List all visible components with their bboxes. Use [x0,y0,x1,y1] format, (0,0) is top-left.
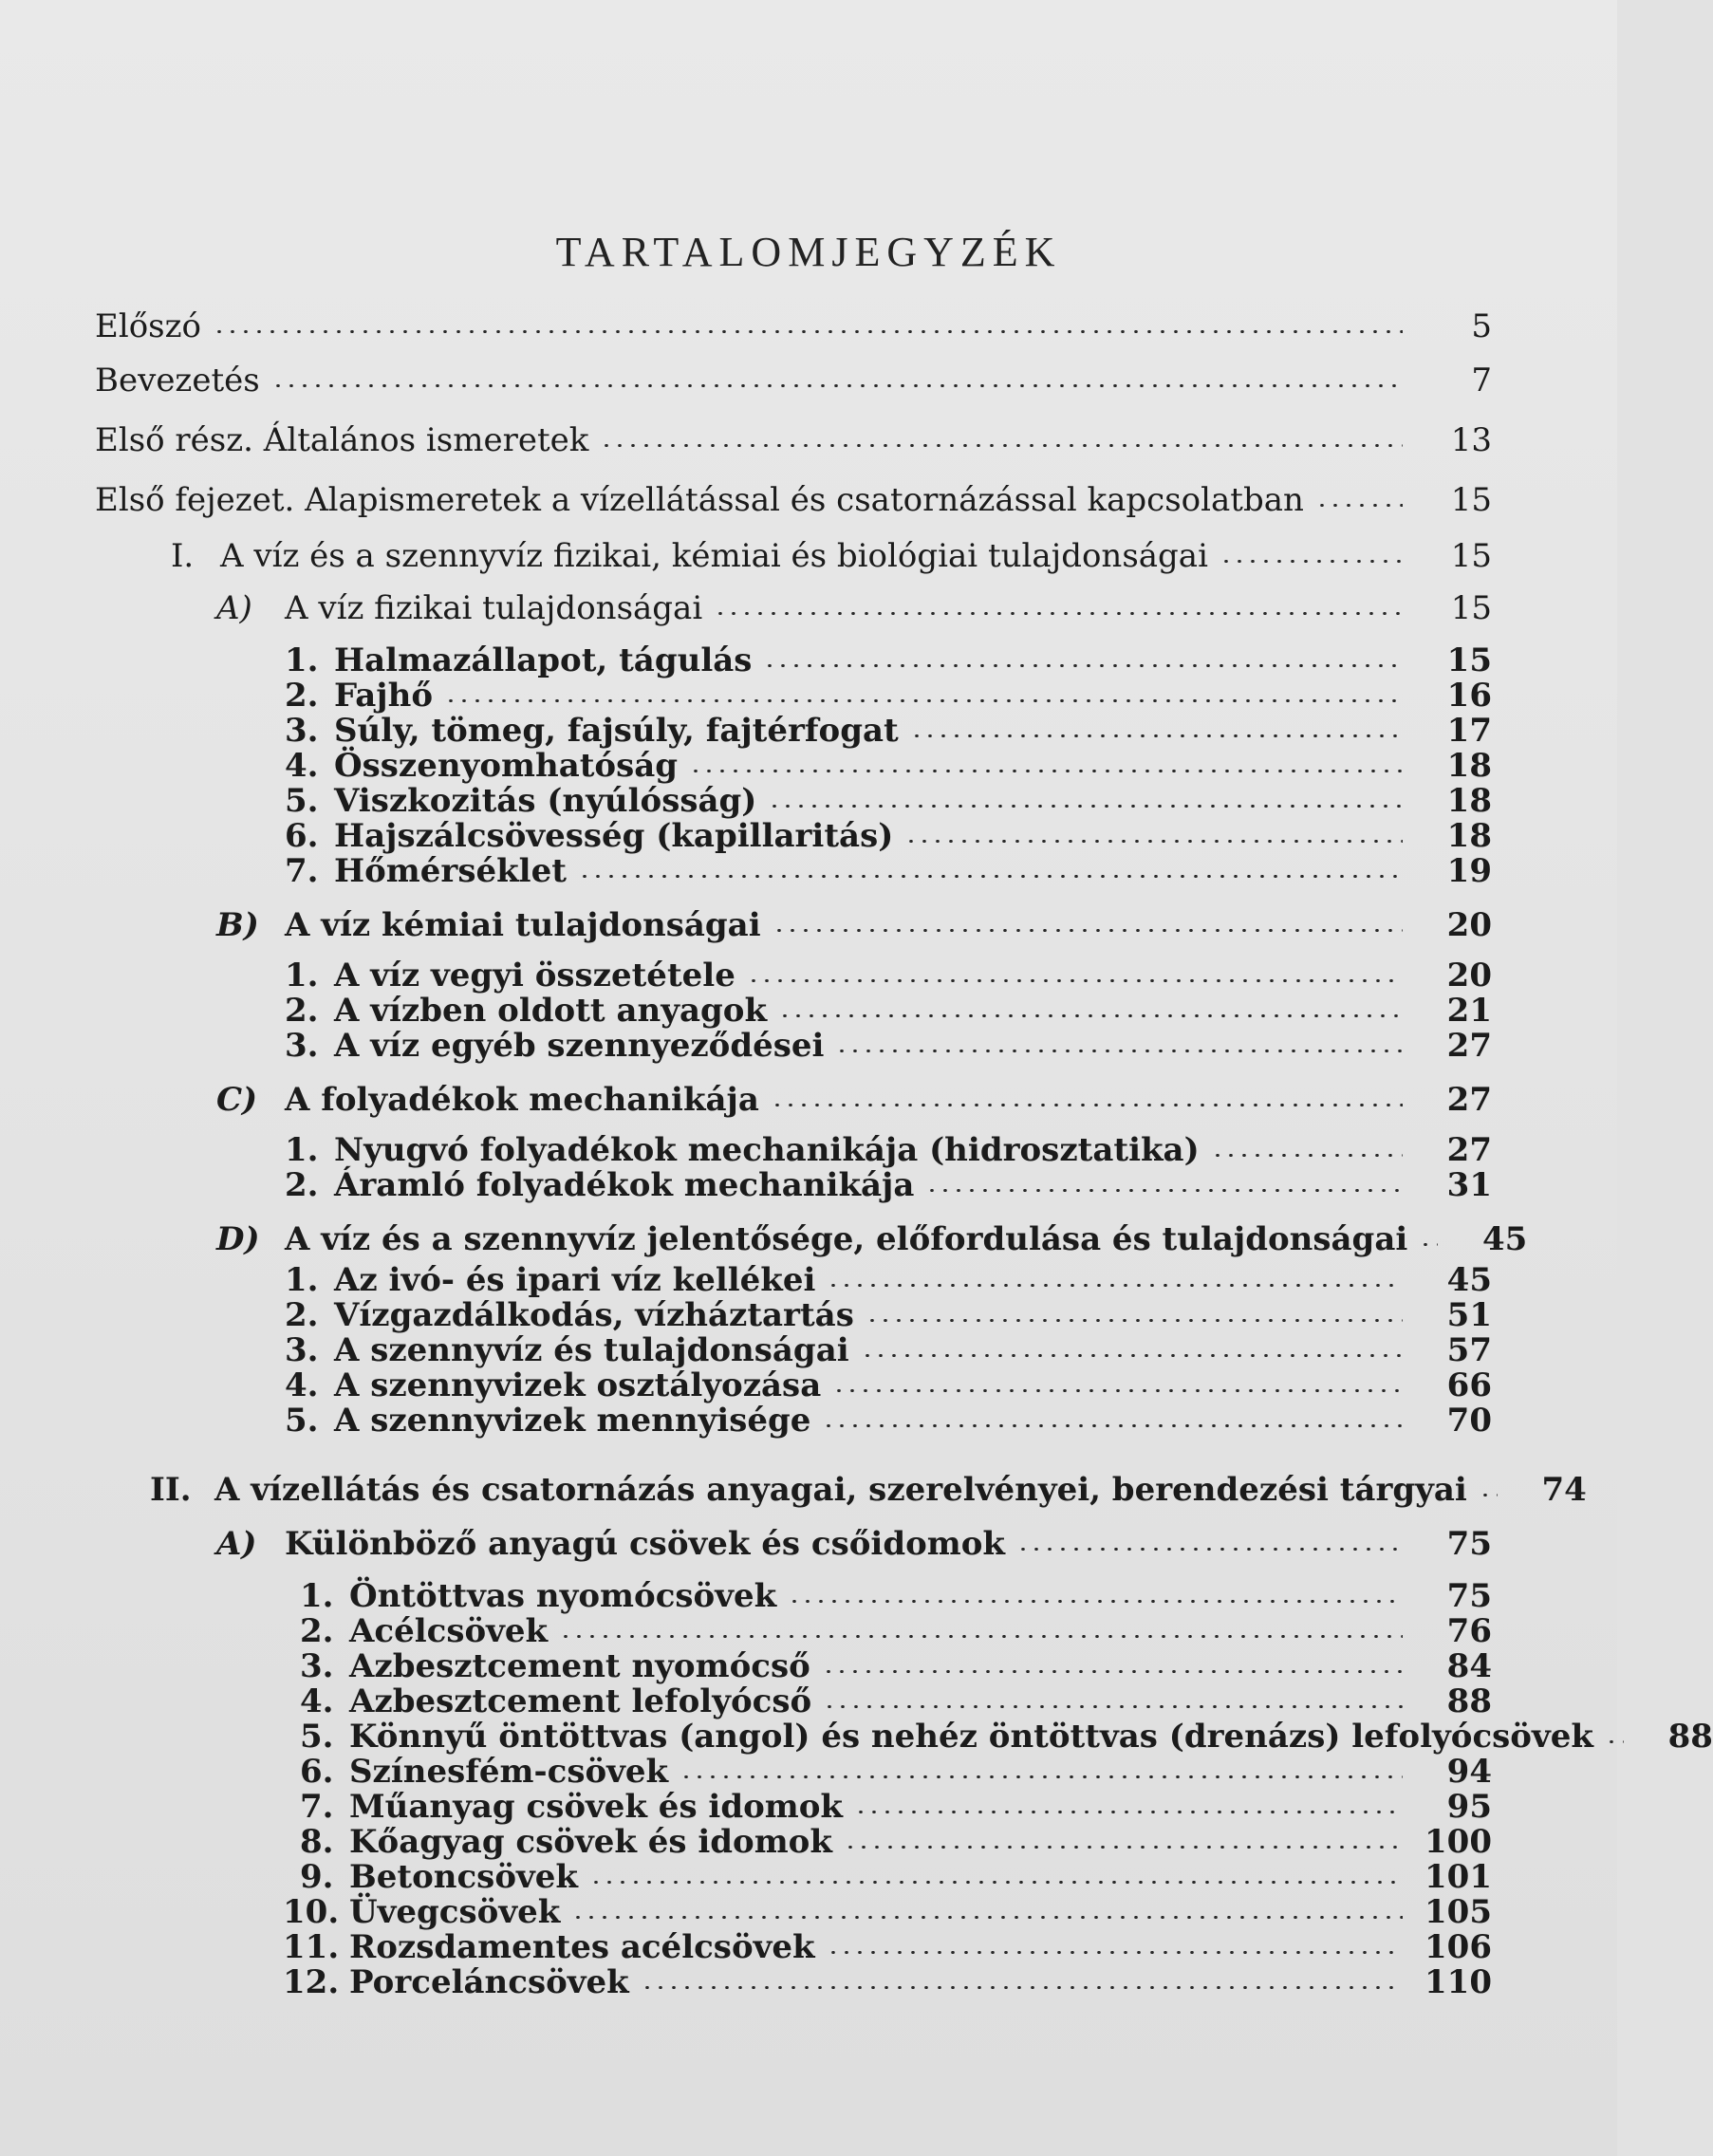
toc-entry-page: 76 [1446,1612,1492,1650]
toc-entry-page: 88 [1667,1718,1713,1756]
toc-entry [285,848,1492,894]
dot-leader [571,1916,1403,1919]
toc-entry-title: A víz egyéb szennyeződései [334,1027,825,1065]
dot-leader [827,1284,1403,1287]
dot-leader [904,840,1403,843]
toc-entry-number: A) [216,1525,257,1563]
dot-leader [822,1424,1403,1427]
toc-entry-page: 88 [1446,1682,1492,1720]
toc-entry-title: Acélcsövek [349,1612,549,1650]
toc-entry [216,1077,1492,1123]
dot-leader [822,1670,1403,1673]
dot-leader [844,1846,1403,1849]
toc-entry-title: Bevezetés [95,362,260,400]
page-title: TARTALOMJEGYZÉK [555,229,1062,275]
toc-entry-title: Súly, tömeg, fajsúly, fajtérfogat [334,712,899,750]
toc-entry-page: 18 [1446,817,1492,855]
toc-entry-title: Különböző anyagú csövek és csőidomok [285,1525,1005,1563]
toc-entry-page: 66 [1446,1366,1492,1404]
toc-entry-number: 12. [283,1963,340,2001]
toc-entry-number: 4. [300,1682,334,1720]
dot-leader [827,1951,1403,1954]
dot-leader [925,1189,1403,1192]
toc-entry-number: 2. [285,992,319,1030]
dot-leader [1315,504,1403,507]
toc-entry-number: C) [216,1081,258,1119]
dot-leader [714,612,1403,615]
toc-entry-number: 3. [285,1027,319,1065]
toc-entry-page: 19 [1446,852,1492,890]
toc-entry-number: 2. [300,1612,334,1650]
toc-entry-title: Azbesztcement nyomócső [349,1647,810,1685]
dot-leader [866,1319,1403,1322]
toc-entry-page: 27 [1446,1081,1492,1119]
toc-entry [285,1162,1492,1208]
dot-leader [771,1104,1403,1106]
toc-entry-title: Öntöttvas nyomócsövek [349,1577,777,1615]
toc-entry-title: Nyugvó folyadékok mechanikája (hidrosztatika) [334,1131,1200,1169]
dot-leader [589,1881,1403,1884]
toc-entry-title: Üvegcsövek [349,1893,561,1931]
toc-entry-page: 31 [1446,1166,1492,1204]
toc-entry-page: 15 [1446,641,1492,679]
toc-entry-title: Porceláncsövek [349,1963,629,2001]
toc-entry-title: A víz kémiai tulajdonságai [285,906,761,944]
toc-entry-page: 13 [1450,421,1492,459]
toc-entry-number: I. [171,537,195,575]
toc-entry-number: 5. [285,1402,319,1440]
toc-entry-page: 74 [1541,1471,1587,1509]
toc-entry-title: A víz fizikai tulajdonságai [285,589,703,627]
toc-entry-number: 1. [285,957,319,994]
toc-entry [285,1023,1492,1069]
toc-entry-number: A) [216,589,252,627]
toc-entry-page: 70 [1446,1402,1492,1440]
dot-leader [1016,1548,1403,1551]
dot-leader [773,929,1403,932]
toc-entry-title: A vízben oldott anyagok [334,992,767,1030]
toc-entry-title: Műanyag csövek és idomok [349,1788,843,1826]
toc-entry-number: 4. [285,747,319,785]
toc-entry-title: A víz és a szennyvíz jelentősége, előfordulása és tulajdonságai [285,1220,1408,1258]
dot-leader [689,770,1403,772]
toc-entry [95,358,1492,403]
toc-entry [216,585,1492,631]
dot-leader [788,1600,1403,1603]
toc-entry-title: A szennyvíz és tulajdonságai [334,1331,849,1369]
toc-entry-number: 2. [285,1166,319,1204]
dot-leader [578,875,1403,878]
dot-leader [680,1775,1403,1778]
toc-entry-number: 10. [283,1893,340,1931]
toc-entry [283,1960,1492,2005]
toc-entry-page: 17 [1446,712,1492,750]
toc-entry-title: Áramló folyadékok mechanikája [334,1166,915,1204]
toc-entry-page: 21 [1446,992,1492,1030]
toc-entry-title: Kőagyag csövek és idomok [349,1823,832,1861]
toc-entry-title: A folyadékok mechanikája [285,1081,759,1119]
toc-entry-page: 94 [1446,1753,1492,1791]
toc-entry-number: 4. [285,1366,319,1404]
toc-entry-title: Hőmérséklet [334,852,567,890]
toc-entry [95,477,1492,523]
toc-entry-number: 2. [285,677,319,715]
toc-entry [216,902,1492,948]
toc-entry-page: 18 [1446,782,1492,820]
toc-entry-number: 7. [300,1788,334,1826]
toc-entry-page: 106 [1424,1928,1492,1966]
dot-leader [747,979,1403,982]
toc-entry-page: 7 [1471,362,1492,400]
toc-entry-title: A víz és a szennyvíz fizikai, kémiai és biológiai tulajdonságai [220,537,1208,575]
toc-entry-page: 15 [1450,589,1492,627]
toc-entry-number: 2. [285,1296,319,1334]
dot-leader [1605,1740,1624,1743]
toc-entry [95,418,1492,463]
toc-entry-number: 5. [285,782,319,820]
toc-entry [216,1217,1528,1262]
toc-entry [285,1398,1492,1443]
toc-entry-page: 105 [1424,1893,1492,1931]
toc-entry-number: B) [216,906,259,944]
toc-entry-page: 20 [1446,906,1492,944]
toc-entry-page: 75 [1446,1577,1492,1615]
dot-leader [832,1389,1403,1392]
toc-entry-page: 51 [1446,1296,1492,1334]
toc-entry-number: 8. [300,1823,334,1861]
toc-entry-title: A víz vegyi összetétele [334,957,735,994]
dot-leader [559,1635,1403,1638]
toc-entry-title: A szennyvizek mennyisége [334,1402,811,1440]
toc-entry-title: Első rész. Általános ismeretek [95,421,589,459]
toc-entry-page: 75 [1446,1525,1492,1563]
toc-entry-number: 1. [285,641,319,679]
toc-entry-page: 16 [1446,677,1492,715]
dot-leader [600,444,1403,447]
toc-entry-title: Fajhő [334,677,434,715]
toc-entry-page: 15 [1450,481,1492,519]
toc-entry-number: 1. [285,1131,319,1169]
toc-entry-page: 18 [1446,747,1492,785]
toc-entry-title: Előszó [95,307,201,345]
dot-leader [213,330,1403,333]
toc-entry-number: II. [150,1471,192,1509]
toc-entry-number: D) [216,1220,260,1258]
toc-entry-title: Hajszálcsövesség (kapillaritás) [334,817,894,855]
toc-entry-title: A szennyvizek osztályozása [334,1366,822,1404]
toc-entry-title: Vízgazdálkodás, vízháztartás [334,1296,854,1334]
toc-entry-number: 7. [285,852,319,890]
toc-entry-page: 110 [1424,1963,1492,2001]
dot-leader [854,1811,1403,1813]
dot-leader [444,699,1403,702]
dot-leader [823,1705,1403,1708]
dot-leader [835,1050,1403,1052]
toc-entry-title: Színesfém-csövek [349,1753,669,1791]
toc-entry-title: Könnyű öntöttvas (angol) és nehéz öntöttvas (drenázs) lefolyócsövek [349,1718,1593,1756]
dot-leader [910,734,1403,737]
toc-entry [95,304,1492,349]
toc-entry-title: Rozsdamentes acélcsövek [349,1928,815,1966]
dot-leader [768,805,1403,808]
toc-entry-page: 27 [1446,1131,1492,1169]
toc-entry-page: 27 [1446,1027,1492,1065]
dot-leader [641,1986,1403,1989]
toc-entry-number: 5. [300,1718,334,1756]
toc-entry-title: Viszkozitás (nyúlósság) [334,782,757,820]
toc-entry-number: 9. [300,1858,334,1896]
toc-entry-number: 3. [300,1647,334,1685]
dot-leader [763,664,1403,667]
toc-entry-number: 6. [285,817,319,855]
dot-leader [1211,1154,1403,1157]
toc-entry-page: 84 [1446,1647,1492,1685]
toc-entry-title: Azbesztcement lefolyócső [349,1682,812,1720]
toc-entry-page: 45 [1446,1261,1492,1299]
toc-entry-page: 15 [1450,537,1492,575]
dot-leader [271,384,1403,387]
toc-entry-number: 6. [300,1753,334,1791]
toc-entry-number: 3. [285,1331,319,1369]
toc-entry [216,1521,1492,1567]
dot-leader [1479,1494,1498,1496]
toc-entry-title: A vízellátás és csatornázás anyagai, szerelvényei, berendezési tárgyai [214,1471,1467,1509]
toc-entry-page: 101 [1424,1858,1492,1896]
toc-entry-number: 3. [285,712,319,750]
toc-entry-page: 20 [1446,957,1492,994]
toc-entry-page: 57 [1446,1331,1492,1369]
toc-entry-number: 1. [300,1577,334,1615]
toc-entry-title: Összenyomhatóság [334,747,679,785]
toc-entry-page: 45 [1481,1220,1528,1258]
toc-entry-title: Az ivó- és ipari víz kellékei [334,1261,816,1299]
toc-entry-page: 100 [1424,1823,1492,1861]
toc-entry-number: 11. [283,1928,340,1966]
dot-leader [778,1014,1403,1017]
toc-entry [171,533,1492,579]
toc-entry-number: 1. [285,1261,319,1299]
dot-leader [1220,560,1403,563]
toc-entry-title: Betoncsövek [349,1858,578,1896]
toc-entry-page: 95 [1446,1788,1492,1826]
toc-entry [150,1467,1587,1513]
toc-entry-title: Halmazállapot, tágulás [334,641,753,679]
toc-entry-title: Első fejezet. Alapismeretek a vízellátással és csatornázással kapcsolatban [95,481,1304,519]
dot-leader [861,1354,1403,1357]
toc-entry-page: 5 [1471,307,1492,345]
dot-leader [1419,1243,1438,1246]
